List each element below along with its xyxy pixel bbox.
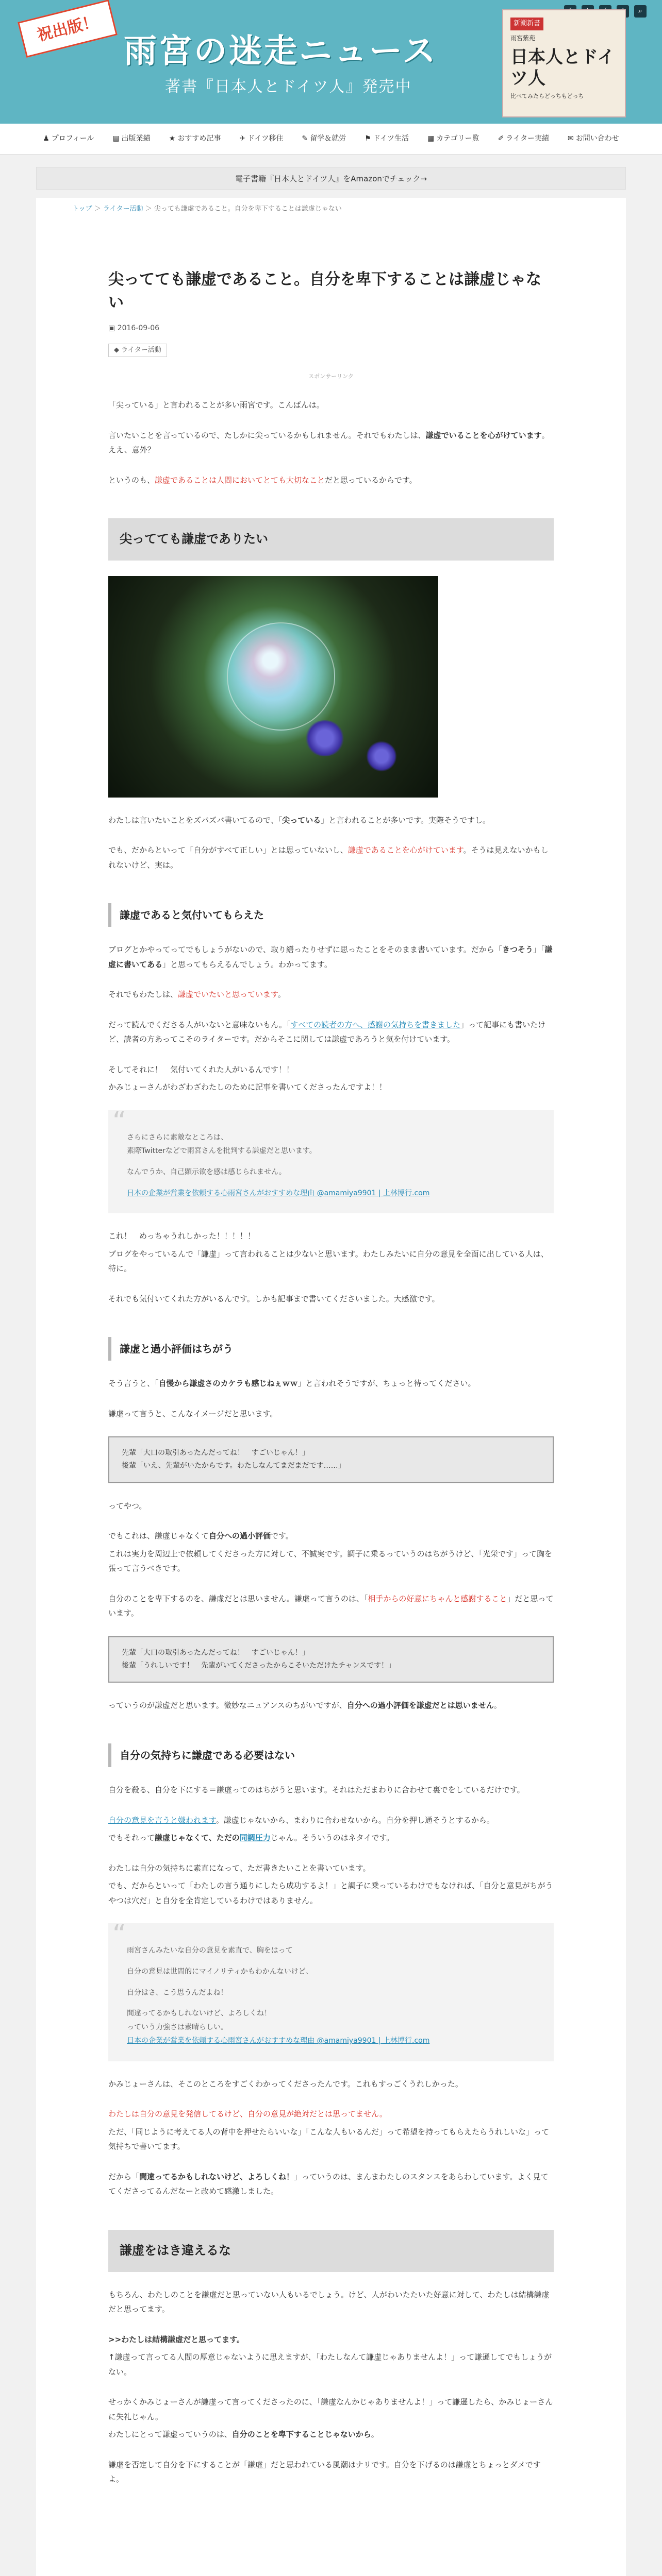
paragraph: ↑謙虚って言ってる人間の厚意じゃないように思えますが、「わたしなんて謙虚じゃありませんよ！」って謙遜してでもしょうがない。 xyxy=(108,2352,552,2377)
celebration-ribbon: 祝出版！ xyxy=(18,0,118,58)
paragraph: それでもわたしは、謙虚でいたいと思っています。 xyxy=(108,990,286,999)
paragraph: というのも、謙虚であることは人間においてとても大切なことだと思っているからです。 xyxy=(108,475,417,485)
bubble-photo xyxy=(108,576,438,798)
nav-item-life[interactable]: ⚑ ドイツ生活 xyxy=(365,134,409,143)
dialogue-box xyxy=(108,1436,554,1483)
quote-line: 自分はさ、こう思うんだよね！ xyxy=(127,1988,228,1997)
paragraph: わたしにとって謙虚っていうのは、自分のことを卑下することじゃないから。 xyxy=(108,2430,379,2439)
dialogue-line: 先輩「大口の取引あったんだってね！ すごいじゃん！」 xyxy=(122,1648,309,1657)
paragraph: 自分のことを卑下するのを、謙虚だとは思いません。謙虚って言うのは、「相手からの好意にちゃんと感謝すること」だと思っています。 xyxy=(108,1594,554,1618)
global-nav xyxy=(0,124,662,155)
quote-line: さらにさらに素敵なところは、 xyxy=(127,1133,228,1142)
paragraph: ってやつ。 xyxy=(108,1501,147,1511)
breadcrumb-category[interactable]: ライター活動 xyxy=(103,205,143,213)
dialogue-line: 後輩「いえ、先輩がいたからです。わたしなんてまだまだです……」 xyxy=(122,1462,345,1470)
book-label: 新潮新書 xyxy=(510,18,543,30)
paragraph: ブログをやっているんで「謙虚」って言われることは少ないと思います。わたしみたいに自分の意見を全面に出している人は、特に。 xyxy=(108,1249,549,1274)
tag-icon: ◆ xyxy=(114,346,122,354)
article-container xyxy=(36,198,626,2576)
quote-source-link[interactable]: 日本の企業が営業を依頼する心雨宮さんがおすすめな理由 @amamiya9901 | 上林博行.com xyxy=(127,2037,430,2045)
dialogue-line: 後輩「うれしいです！ 先輩がいてくださったからこそいただけたチャンスです！」 xyxy=(122,1661,396,1670)
plane-icon: ✈ xyxy=(239,134,246,143)
blockquote xyxy=(108,1919,554,2061)
paragraph: 謙虚って言うと、こんなイメージだと思います。 xyxy=(108,1409,278,1418)
paragraph: ブログとかやってってでもしょうがないので、取り繕ったりせずに思ったことをそのまま書いています。だから「きつそう」「謙虚に書いてある」と思ってもらえるんでしょう。わかってます。 xyxy=(108,945,553,969)
subsection-heading: 謙虚と過小評価はちがう xyxy=(108,1337,554,1361)
inline-link[interactable]: 同調圧力 xyxy=(239,1833,271,1843)
folder-icon: ▦ xyxy=(427,134,435,143)
paragraph: そしてそれに！ 気付いてくれた人がいるんです！！ xyxy=(108,1064,294,1074)
nav-item-migration[interactable]: ✈ ドイツ移住 xyxy=(239,134,284,143)
paragraph: でもこれは、謙虚じゃなくて自分への過小評価です。 xyxy=(108,1531,293,1541)
nav-item-publications[interactable]: ▤ 出版業績 xyxy=(112,134,151,143)
quote-icon: “ xyxy=(112,1919,126,1951)
quote-line: 間違ってるかもしれないけど、よろしくね！ xyxy=(127,2009,271,2018)
nav-item-contact[interactable]: ✉ お問い合わせ xyxy=(568,134,619,143)
quote-line: 素際Twitterなどで雨宮さんを批判する謙虚だと思います。 xyxy=(127,1147,317,1156)
quote-source-link[interactable]: 日本の企業が営業を依頼する心雨宮さんがおすすめな理由 @amamiya9901 | 上林博行.com xyxy=(127,1189,430,1197)
book-promo-text[interactable]: 著書『日本人とドイツ人』発売中 xyxy=(165,78,412,96)
paragraph: これは実力を周辺上で依頼してくださった方に対して、不誠実です。調子に乗るっていうのはちがうけど、「光栄です」って胸を張って言うべきです。 xyxy=(108,1549,553,1573)
paragraph: 謙虚を否定して自分を下にすることが「謙虚」だと思われている風潮はナリです。自分を下げるのは謙虚とちょっとダメですよ。 xyxy=(108,2460,541,2484)
amazon-banner[interactable]: 電子書籍『日本人とドイツ人』をAmazonでチェック→ xyxy=(36,167,626,190)
book-subtitle: 比べてみたらどっちもどっち xyxy=(510,93,584,100)
quote-line: 自分の意見は世間的にマイノリティかもわかんないけど、 xyxy=(127,1967,313,1976)
section-heading: 尖ってても謙虚でありたい xyxy=(108,518,554,561)
cap-icon: ✎ xyxy=(302,134,308,143)
breadcrumb-current: 尖っても謙虚であること。自分を卑下することは謙虚じゃない xyxy=(154,205,342,213)
post-date: ▣ 2016-09-06 xyxy=(108,324,160,332)
nav-item-categories[interactable]: ▦ カテゴリー覧 xyxy=(427,134,479,143)
paragraph: 言いたいことを言っているので、たしかに尖っているかもしれません。それでもわたしは、謙虚でいることを心がけています。ええ、意外？ xyxy=(108,430,550,455)
mail-icon: ✉ xyxy=(568,134,574,143)
paragraph: ただ、「同じように考えてる人の背中を押せたらいいな」「こんな人もいるんだ」って希望を持ってもらえたらうれしいな」って気持ちで書いてます。 xyxy=(108,2127,550,2151)
flower-shape xyxy=(366,741,397,772)
dialogue-line: 先輩「大口の取引あったんだってね！ すごいじゃん！」 xyxy=(122,1449,309,1458)
nav-item-study-work[interactable]: ✎ 留学＆就労 xyxy=(302,134,346,143)
paragraph: >>わたしは結構謙虚だと思ってます。 xyxy=(108,2334,244,2344)
inline-link[interactable]: すべての読者の方へ、感謝の気持ちを書きました xyxy=(290,1020,461,1029)
quote-line: 雨宮さんみたいな自分の意見を素直で、胸をはって xyxy=(127,1946,293,1955)
book-author: 雨宮紫苑 xyxy=(510,34,536,42)
section-heading: 謙虚をはき違えるな xyxy=(108,2230,554,2272)
paragraph: だって読んでくださる人がいないと意味ないもん。「すべての読者の方へ、感謝の気持ちを書きました」って記事にも書いたけど、読者の方あってこそのライターです。だからそこに関しては謙虚であろうと気を付けています。 xyxy=(108,1020,546,1044)
search-icon[interactable]: ⌕ xyxy=(634,5,647,18)
star-icon: ★ xyxy=(169,134,176,143)
paragraph: だから「間違ってるかもしれないけど、よろしくね！」っていうのは、まんまわたしのスタンスをあらわしています。よく見ててくださってるんだなーと改めて感激しました。 xyxy=(108,2172,549,2196)
book-title: 日本人とドイツ人 xyxy=(510,47,615,89)
flower-shape xyxy=(304,720,345,756)
blockquote xyxy=(108,1106,554,1213)
paragraph: せっかくかみじょーさんが謙虚って言ってくださったのに、「謙虚なんかじゃありませんよ！」って謙遜したら、かみじょーさんに失礼じゃん。 xyxy=(108,2397,553,2421)
site-header xyxy=(0,0,662,124)
paragraph: でもそれって謙虚じゃなくて、ただの同調圧力じゃん。そういうのはネタイです。 xyxy=(108,1833,394,1843)
category-tag[interactable]: ◆ ライター活動 xyxy=(108,344,167,358)
paragraph: それでも気付いてくれた方がいるんです。しかも記事まで書いてくださいました。大感激です。 xyxy=(108,1294,440,1303)
paragraph: 「尖っている」と言われることが多い雨宮です。こんばんは。 xyxy=(108,400,324,410)
subsection-heading: 自分の気持ちに謙虚である必要はない xyxy=(108,1743,554,1767)
nav-item-writer[interactable]: ✐ ライター実績 xyxy=(498,134,550,143)
book-cover[interactable] xyxy=(502,9,626,117)
paragraph: これ！ めっちゃうれしかった！！！！！ xyxy=(108,1231,255,1241)
soap-bubble-shape xyxy=(227,622,335,731)
site-logo[interactable]: 雨宮の迷走ニュース xyxy=(124,32,438,71)
paragraph: わたしは自分の意見を発信してるけど、自分の意見が絶対だとは思ってません。 xyxy=(108,2109,387,2119)
flag-icon: ⚑ xyxy=(365,134,371,143)
paragraph: 自分の意見を言うと嫌われます。謙虚じゃないから、まわりに合わせないから。自分を押し通そうとするから。 xyxy=(108,1815,494,1825)
paragraph: かみじょーさんがわざわざわたしのために記事を書いてくださったんですよ！！ xyxy=(108,1082,387,1092)
pen-icon: ✐ xyxy=(498,134,504,143)
paragraph: でも、だからといって「自分がすべて正しい」とは思っていないし、謙虚であることを心がけています。そうは見えないかもしれないけど、実は。 xyxy=(108,845,549,870)
nav-item-profile[interactable]: ♟ プロフィール xyxy=(43,134,94,143)
book-icon: ▤ xyxy=(112,134,120,143)
breadcrumb-home[interactable]: トップ xyxy=(72,205,92,213)
calendar-icon: ▣ xyxy=(108,324,118,332)
paragraph: もちろん、わたしのことを謙虚だと思っていない人もいるでしょう。けど、人がわいたたいた好意に対して、わたしは結構謙虚だと思ってます。 xyxy=(108,2290,550,2314)
quote-line: なんでうか、自己顕示欲を感は感じられません。 xyxy=(127,1167,286,1176)
paragraph: わたしは自分の気持ちに素直になって、ただ書きたいことを書いています。 xyxy=(108,1863,371,1873)
nav-item-recommended[interactable]: ★ おすすめ記事 xyxy=(169,134,221,143)
quote-icon: “ xyxy=(112,1106,126,1137)
paragraph: わたしは言いたいことをズバズバ書いてるので、「尖っている」と言われることが多いです。実際そうですし。 xyxy=(108,815,491,825)
article-title: 尖ってても謙虚であること。自分を卑下することは謙虚じゃない xyxy=(108,270,541,312)
breadcrumb: トップ ＞ ライター活動 ＞ 尖っても謙虚であること。自分を卑下することは謙虚じゃない xyxy=(72,205,342,213)
paragraph: 自分を殺る、自分を下にする＝謙虚ってのはちがうと思います。それはただまわりに合わせて裏でをしているだけです。 xyxy=(108,1785,525,1795)
sponsor-label: スポンサーリンク xyxy=(308,373,354,380)
quote-line: っていう力強さは素晴らしい。 xyxy=(127,2023,228,2031)
dialogue-box xyxy=(108,1636,554,1683)
paragraph: っていうのが謙虚だと思います。微妙なニュアンスのちがいですが、自分への過小評価を謙虚だとは思いません。 xyxy=(108,1700,502,1710)
paragraph: そう言うと、「自慢から謙虚さのカケラも感じねぇｗｗ」と言われそうですが、ちょっと待ってください。 xyxy=(108,1379,476,1388)
paragraph: かみじょーさんは、そこのところをすごくわかってくださったんです。これもすっごくうれしかった。 xyxy=(108,2079,463,2089)
person-icon: ♟ xyxy=(43,134,49,143)
paragraph: でも、だからといって「わたしの言う通りにしたら成功するよ！」と調子に乗っているわけでもなければ、「自分と意見がちがうやつは穴だ」と自分を全肯定しているわけではありません。 xyxy=(108,1881,553,1905)
subsection-heading: 謙虚であると気付いてもらえた xyxy=(108,903,554,927)
inline-link[interactable]: 自分の意見を言うと嫌われます xyxy=(108,1815,216,1825)
